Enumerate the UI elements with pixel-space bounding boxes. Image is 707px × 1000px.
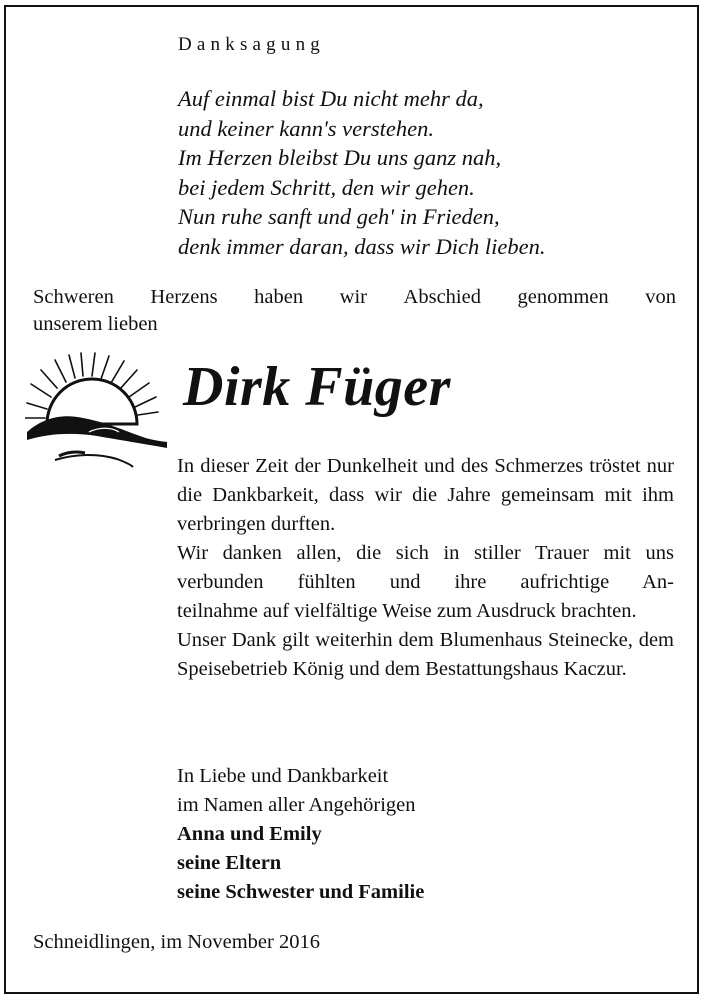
intro-word: Herzens bbox=[150, 286, 218, 308]
poem-line: Auf einmal bist Du nicht mehr da, bbox=[178, 86, 484, 111]
intro-word: haben bbox=[254, 286, 304, 308]
body-paragraph: Unser Dank gilt weiterhin dem Blumenhaus Steinecke, dem Speisebetrieb König und dem Bestattungshaus Kaczur. bbox=[177, 629, 674, 680]
intro-word: genommen bbox=[517, 286, 609, 308]
intro-word: von bbox=[645, 286, 676, 308]
place-date: Schneidlingen, im November 2016 bbox=[33, 931, 320, 953]
poem bbox=[178, 84, 545, 262]
mourner-name: seine Schwester und Familie bbox=[177, 881, 425, 903]
intro-line-2: unserem lieben bbox=[33, 313, 158, 335]
poem-line: denk immer daran, dass wir Dich lieben. bbox=[178, 233, 546, 259]
poem-line: bei jedem Schritt, den wir gehen. bbox=[178, 174, 475, 200]
intro-text bbox=[33, 284, 676, 338]
body-paragraph: teilnahme auf vielfältige Weise zum Ausdruck brachten. bbox=[177, 600, 637, 622]
intro-word: wir bbox=[339, 286, 367, 308]
intro-word: Schweren bbox=[33, 286, 114, 308]
mourner-name: seine Eltern bbox=[177, 852, 282, 874]
deceased-name: Dirk Füger bbox=[183, 356, 451, 418]
intro-line-1 bbox=[33, 284, 676, 311]
poem-line: Im Herzen bleibst Du uns ganz nah, bbox=[178, 145, 502, 171]
sunset-hills-icon bbox=[25, 352, 170, 474]
signoff-line: In Liebe und Dankbarkeit bbox=[177, 765, 389, 787]
body-paragraph: In dieser Zeit der Dunkelheit und des Schmerzes tröstet nur die Dankbarkeit, dass wir die Jahre gemeinsam mit ihm verbringen durften. bbox=[177, 455, 674, 535]
notice-heading: Danksagung bbox=[178, 34, 325, 55]
signoff-line: im Namen aller Angehörigen bbox=[177, 794, 416, 816]
intro-word: Abschied bbox=[403, 286, 481, 308]
poem-line: und keiner kann's verstehen. bbox=[178, 115, 434, 141]
signoff bbox=[177, 762, 424, 907]
body-paragraph: Wir danken allen, die sich in stiller Trauer mit uns verbunden fühlten und ihre aufrichtige An- bbox=[177, 542, 674, 593]
mourner-name: Anna und Emily bbox=[177, 823, 322, 845]
poem-line: Nun ruhe sanft und geh' in Frieden, bbox=[178, 204, 500, 230]
body-text bbox=[177, 452, 674, 684]
